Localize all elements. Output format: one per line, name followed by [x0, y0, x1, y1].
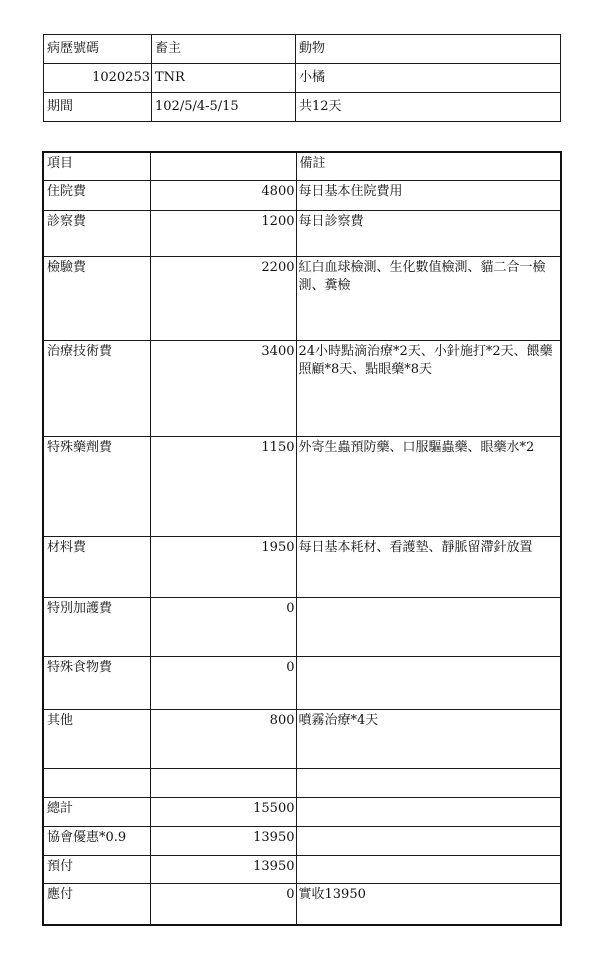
fee-amount: 0: [150, 597, 296, 656]
fee-amount: 1950: [150, 536, 296, 597]
fee-note: 每日基本住院費用: [296, 180, 561, 210]
fee-item: 特殊藥劑費: [43, 436, 150, 536]
empty-cell: [43, 768, 150, 797]
fee-row: [43, 256, 561, 340]
fee-row: [43, 210, 561, 256]
record-number-value: 1020253: [44, 64, 152, 93]
fee-amount: 2200: [150, 256, 296, 340]
days-value: 共12天: [296, 93, 561, 122]
owner-header: 畜主: [152, 35, 296, 64]
fee-amount: 4800: [150, 180, 296, 210]
summary-row: [43, 797, 561, 826]
fee-amount: 0: [150, 656, 296, 709]
summary-note: 實收13950: [296, 883, 561, 925]
summary-amount: 13950: [150, 826, 296, 855]
fee-row: [43, 180, 561, 210]
fee-amount: 3400: [150, 340, 296, 436]
summary-note: [296, 826, 561, 855]
fee-amount: 1150: [150, 436, 296, 536]
fee-row: [43, 536, 561, 597]
fee-note: 每日基本耗材、看護墊、靜脈留滯針放置: [296, 536, 561, 597]
animal-value: 小橘: [296, 64, 561, 93]
fee-item: 特殊食物費: [43, 656, 150, 709]
summary-row: [43, 883, 561, 925]
period-value: 102/5/4-5/15: [152, 93, 296, 122]
fee-note: 每日診察費: [296, 210, 561, 256]
empty-cell: [296, 768, 561, 797]
fee-note: [296, 656, 561, 709]
summary-item: 預付: [43, 855, 150, 883]
summary-row: [43, 826, 561, 855]
fee-item: 材料費: [43, 536, 150, 597]
summary-amount: 15500: [150, 797, 296, 826]
summary-item: 應付: [43, 883, 150, 925]
summary-amount: 13950: [150, 855, 296, 883]
fee-row: [43, 340, 561, 436]
fee-note: 24小時點滴治療*2天、小針施打*2天、餵藥照顧*8天、點眼藥*8天: [296, 340, 561, 436]
fee-item: 特別加護費: [43, 597, 150, 656]
empty-row: [43, 768, 561, 797]
info-value-row: [44, 64, 561, 93]
patient-info-table: [43, 34, 561, 122]
summary-row: [43, 855, 561, 883]
summary-item: 總計: [43, 797, 150, 826]
fee-item: 其他: [43, 709, 150, 768]
fee-amount: 800: [150, 709, 296, 768]
empty-cell: [150, 768, 296, 797]
owner-value: TNR: [152, 64, 296, 93]
fee-item: 住院費: [43, 180, 150, 210]
fee-amount: 1200: [150, 210, 296, 256]
info-header-row: [44, 35, 561, 64]
period-row: [44, 93, 561, 122]
fee-note: 噴霧治療*4天: [296, 709, 561, 768]
fee-table: [42, 151, 562, 926]
fee-item: 治療技術費: [43, 340, 150, 436]
summary-note: [296, 855, 561, 883]
fee-note: 外寄生蟲預防藥、口服驅蟲藥、眼藥水*2: [296, 436, 561, 536]
fee-item: 檢驗費: [43, 256, 150, 340]
note-header: 備註: [296, 152, 561, 180]
summary-item: 協會優惠*0.9: [43, 826, 150, 855]
fee-row: [43, 709, 561, 768]
fee-row: [43, 656, 561, 709]
item-header: 項目: [43, 152, 150, 180]
summary-note: [296, 797, 561, 826]
fee-row: [43, 436, 561, 536]
fee-header-row: [43, 152, 561, 180]
fee-note: [296, 597, 561, 656]
animal-header: 動物: [296, 35, 561, 64]
record-number-header: 病歷號碼: [44, 35, 152, 64]
fee-note: 紅白血球檢測、生化數值檢測、貓二合一檢測、糞檢: [296, 256, 561, 340]
fee-item: 診察費: [43, 210, 150, 256]
period-label: 期間: [44, 93, 152, 122]
amount-header: [150, 152, 296, 180]
fee-row: [43, 597, 561, 656]
summary-amount: 0: [150, 883, 296, 925]
